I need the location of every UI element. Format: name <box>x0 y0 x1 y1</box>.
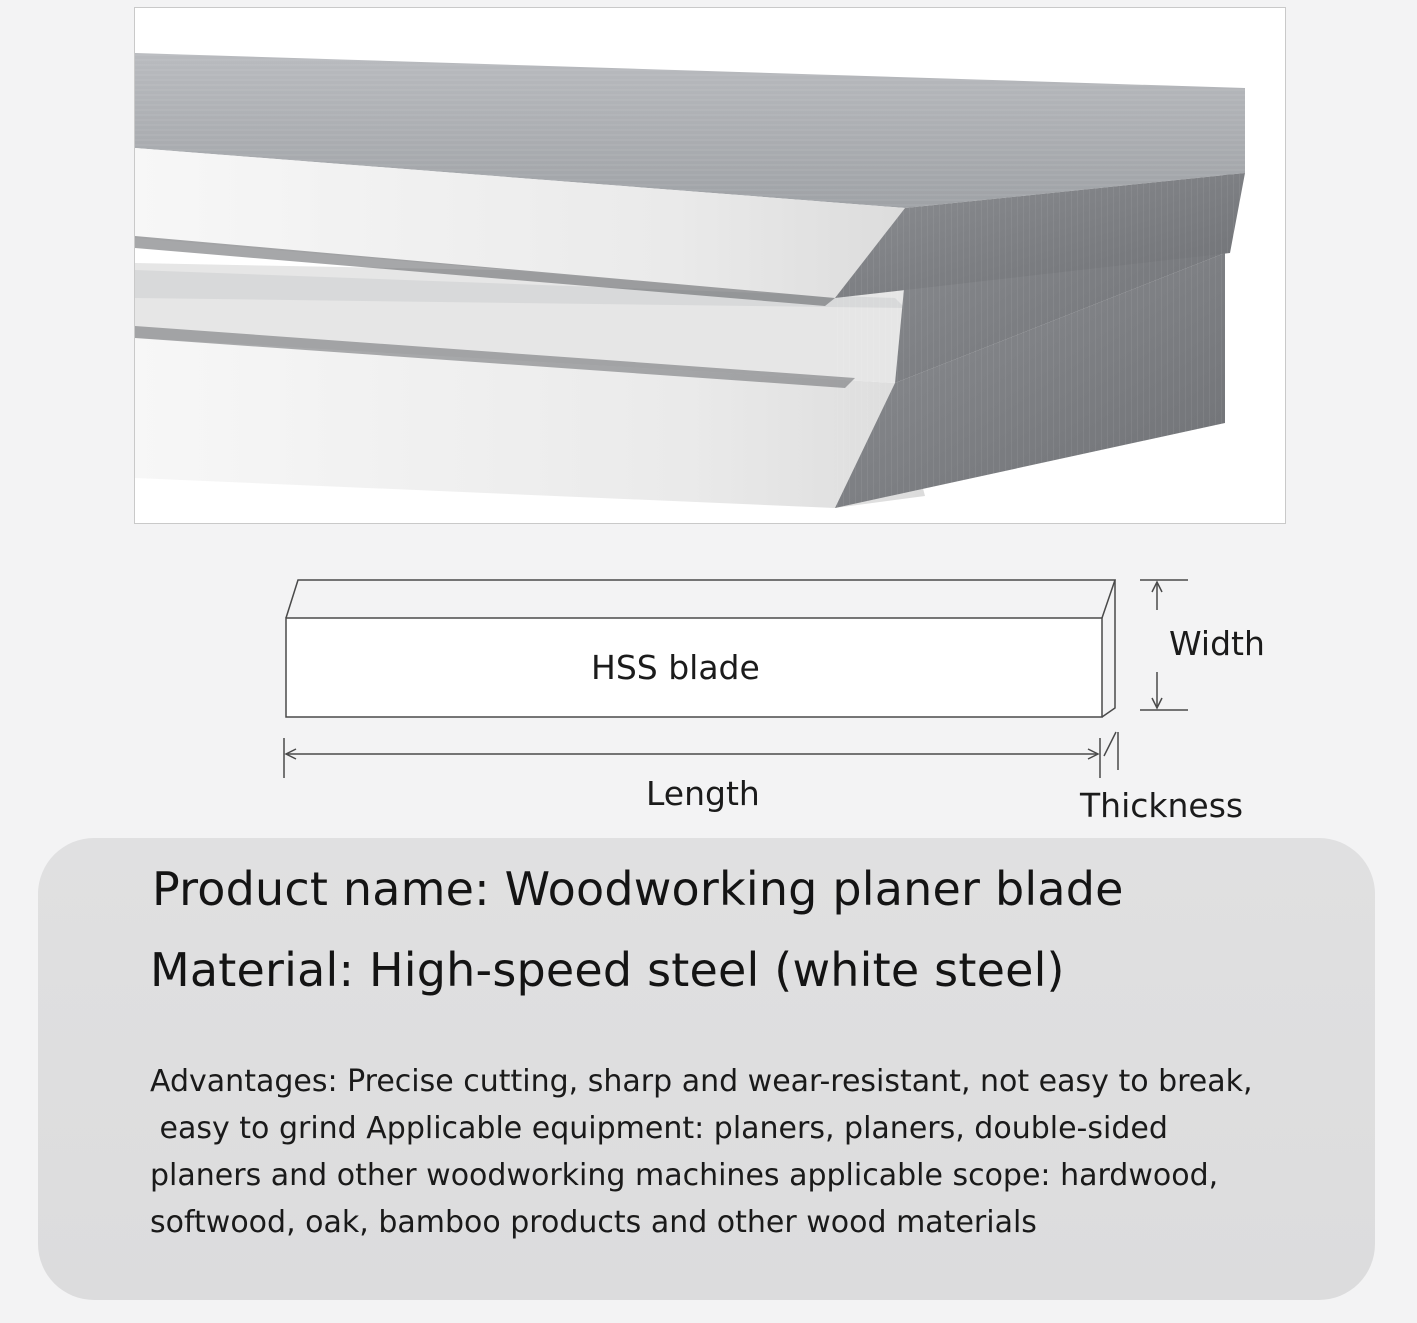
planer-blades-illustration <box>135 8 1285 523</box>
blade-label: HSS blade <box>591 648 760 687</box>
product-photo <box>134 7 1286 524</box>
product-name: Product name: Woodworking planer blade <box>152 862 1124 916</box>
product-advantages <box>150 1058 1260 1246</box>
width-label: Width <box>1169 624 1265 663</box>
advantages-line: Advantages: Precise cutting, sharp and wear-resistant, not easy to break, <box>150 1064 1253 1099</box>
advantages-line: softwood, oak, bamboo products and other wood materials <box>150 1205 1037 1240</box>
thickness-label: Thickness <box>1080 786 1244 825</box>
advantages-line: planers and other woodworking machines applicable scope: hardwood, <box>150 1158 1219 1193</box>
length-label: Length <box>646 774 760 813</box>
blade-dimension-diagram <box>0 560 1417 840</box>
product-material: Material: High-speed steel (white steel) <box>150 943 1065 997</box>
advantages-line: easy to grind Applicable equipment: planers, planers, double-sided <box>150 1111 1168 1146</box>
